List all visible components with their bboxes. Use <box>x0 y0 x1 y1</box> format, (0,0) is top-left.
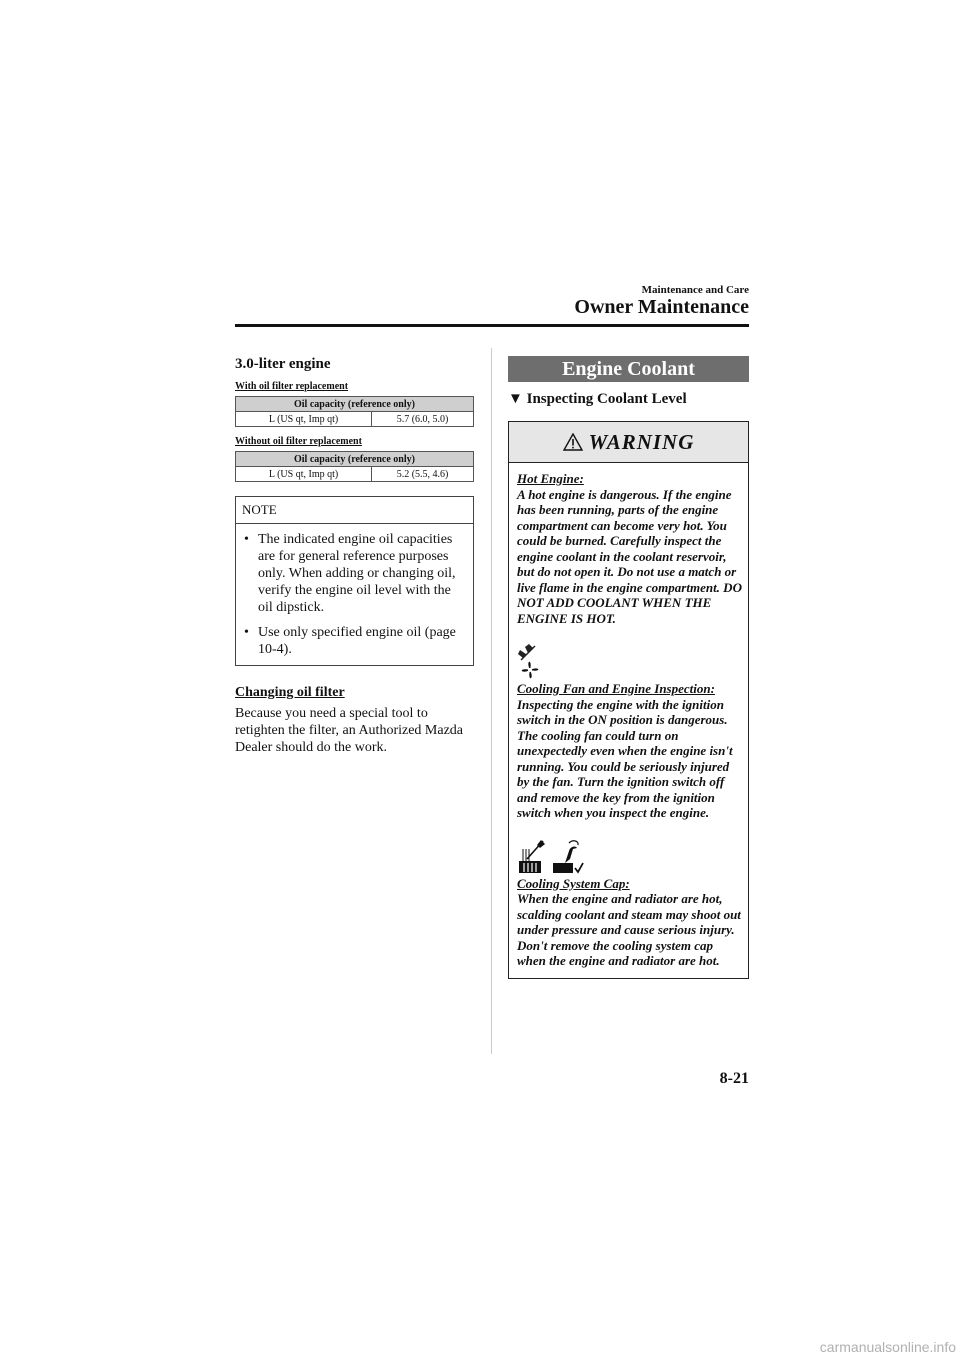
table-header: Oil capacity (reference only) <box>236 397 474 412</box>
changing-filter-heading: Changing oil filter <box>235 685 345 700</box>
reservoir-check-icon <box>551 839 585 875</box>
warning-body <box>509 463 748 978</box>
note-item: • Use only specified engine oil (page 10-4). <box>244 624 463 658</box>
section-banner: Engine Coolant <box>508 356 749 382</box>
page-number: 8-21 <box>719 1070 749 1087</box>
left-column <box>235 356 474 756</box>
warning-title: Hot Engine: <box>517 471 584 486</box>
subsection-title: Inspecting Coolant Level <box>526 391 687 407</box>
note-title: NOTE <box>236 497 473 524</box>
warning-text: When the engine and radiator are hot, scalding coolant and steam may shoot out under pressure and cause serious injury. Don't remove the cooling system cap when the engine and radiator are hot. <box>517 891 741 968</box>
warning-block-hot-engine <box>517 471 742 626</box>
fan-warning-icons <box>517 642 742 680</box>
fan-hand-warning-icon <box>517 644 543 680</box>
warning-text: Inspecting the engine with the ignition switch in the ON position is dangerous. The cooling fan could turn on unexpectedly even when the engine isn't running. You could be seriously injured by the fan. Turn the ignition switch off and remove the key from the ignition switch when you inspect the engine. <box>517 696 733 820</box>
cap-warning-icons <box>517 837 742 875</box>
right-column <box>508 356 749 979</box>
unit-cell: L (US qt, Imp qt) <box>236 412 372 427</box>
oil-capacity-table-without-filter <box>235 451 474 482</box>
warning-triangle-icon <box>563 433 583 451</box>
header-rule <box>235 324 749 327</box>
site-watermark: carmanualsonline.info <box>819 1339 956 1355</box>
value-cell: 5.2 (5.5, 4.6) <box>372 467 474 482</box>
unit-cell: L (US qt, Imp qt) <box>236 467 372 482</box>
engine-heading: 3.0-liter engine <box>235 356 331 372</box>
triangle-marker-icon: ▼ <box>508 391 523 407</box>
with-filter-label: With oil filter replacement <box>235 381 349 392</box>
chapter-title: Owner Maintenance <box>574 296 749 318</box>
warning-block-cooling-fan <box>517 642 742 821</box>
warning-block-cooling-cap <box>517 837 742 969</box>
radiator-no-open-icon <box>517 839 547 875</box>
subsection-heading <box>508 391 749 408</box>
oil-capacity-table-with-filter <box>235 396 474 427</box>
warning-box <box>508 421 749 979</box>
column-divider <box>491 348 492 1054</box>
warning-text: A hot engine is dangerous. If the engine has been running, parts of the engine compartment can become very hot. You could be burned. Carefully inspect the engine coolant in the coolant reservoir, but do not open it. Do not use a match or live flame in the engine compartment. DO NOT ADD COOLANT WHEN THE ENGINE IS HOT. <box>517 486 742 626</box>
note-box <box>235 496 474 666</box>
table-header: Oil capacity (reference only) <box>236 452 474 467</box>
warning-title: Cooling Fan and Engine Inspection: <box>517 681 715 696</box>
value-cell: 5.7 (6.0, 5.0) <box>372 412 474 427</box>
warning-title: Cooling System Cap: <box>517 875 630 891</box>
warning-label: WARNING <box>588 429 695 454</box>
without-filter-label: Without oil filter replacement <box>235 436 362 447</box>
changing-filter-text: Because you need a special tool to retighten the filter, an Authorized Mazda Dealer should do the work. <box>235 706 464 755</box>
note-item: • The indicated engine oil capacities are for general reference purposes only. When adding or changing oil, verify the engine oil level with the oil dipstick. <box>244 531 463 616</box>
warning-header <box>509 422 748 463</box>
section-header: Maintenance and Care <box>641 284 749 296</box>
note-list <box>236 524 473 665</box>
